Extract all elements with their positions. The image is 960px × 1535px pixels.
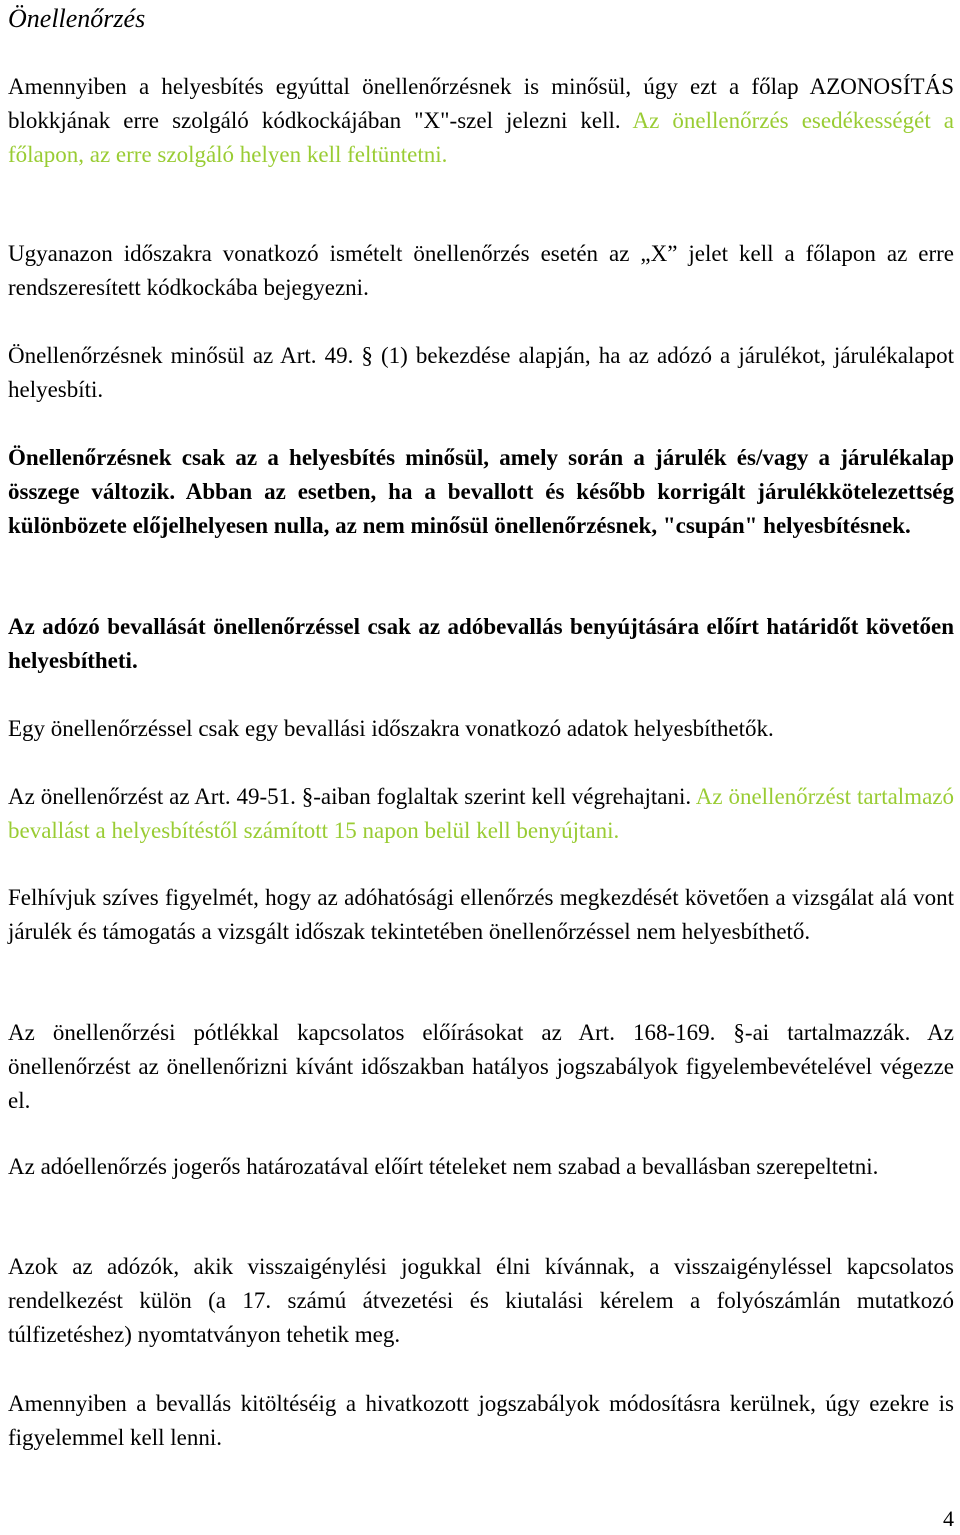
paragraph-6a: Egy önellenőrzéssel csak egy bevallási időszakra vonatkozó adatok helyesbíthetők. — [8, 716, 774, 741]
paragraph-8: Az adóellenőrzés jogerős határozatával előírt tételeket nem szabad a bevallásban szerepeltetni. — [8, 1154, 879, 1179]
paragraph-6c: Felhívjuk szíves figyelmét, hogy az adóhatósági ellenőrzés megkezdését követően a vizsgálat alá vont járulék és támogatás a vizsgált időszak tekintetében önellenőrzéssel nem helyesbíthető. — [8, 885, 954, 944]
paragraph-4-bold: Önellenőrzésnek csak az a helyesbítés minősül, amely során a járulék és/vagy a járulékalap összege változik. Abban az esetben, ha a bevallott és később korrigált járulékkötelezettség különbözete előjelhelyesen nulla, az nem minősül önellenőrzésnek, "csupán" helyesbítésnek. — [8, 445, 954, 538]
paragraph-10: Amennyiben a bevallás kitöltéséig a hivatkozott jogszabályok módosításra kerülnek, úgy ezekre is figyelemmel kell lenni. — [8, 1391, 954, 1450]
paragraph-6b — [8, 780, 954, 848]
paragraph-7: Az önellenőrzési pótlékkal kapcsolatos előírásokat az Art. 168-169. §-ai tartalmazzák. Az önellenőrzést az önellenőrizni kívánt időszakban hatályos jogszabályok figyelembevételével végezze el. — [8, 1020, 954, 1113]
section-title: Önellenőrzés — [8, 4, 146, 33]
paragraph-2: Ugyanazon időszakra vonatkozó ismételt önellenőrzés esetén az „X” jelet kell a főlapon az erre rendszeresített kódkockába bejegyezni. — [8, 241, 954, 300]
paragraph-3: Önellenőrzésnek minősül az Art. 49. § (1) bekezdése alapján, ha az adózó a járulékot, járulékalapot helyesbíti. — [8, 343, 954, 402]
paragraph-1 — [8, 70, 954, 172]
paragraph-6b-text: Az önellenőrzést az Art. 49-51. §-aiban foglaltak szerint kell végrehajtani. — [8, 784, 692, 809]
paragraph-1-highlight: Az önellenőrzés esedékességét a főlapon, az erre szolgáló helyen kell feltüntetni. — [8, 108, 955, 167]
paragraph-5-bold: Az adózó bevallását önellenőrzéssel csak az adóbevallás benyújtására előírt határidőt követően helyesbítheti. — [8, 614, 954, 673]
paragraph-9: Azok az adózók, akik visszaigénylési jogukkal élni kívánnak, a visszaigényléssel kapcsolatos rendelkezést külön (a 17. számú átvezetési és kiutalási kérelem a folyószámlán mutatkozó túlfizetéshez) nyomtatványon tehetik meg. — [8, 1254, 954, 1347]
paragraph-6b-highlight: Az önellenőrzést tartalmazó bevallást a helyesbítéstől számított 15 napon belül kell benyújtani. — [8, 784, 954, 843]
paragraph-1-text: Amennyiben a helyesbítés egyúttal önellenőrzésnek is minősül, úgy ezt a főlap AZONOSÍTÁS blokkjának erre szolgáló kódkockájában "X"-szel jelezni kell. — [8, 74, 954, 133]
page-number: 4 — [943, 1506, 954, 1531]
